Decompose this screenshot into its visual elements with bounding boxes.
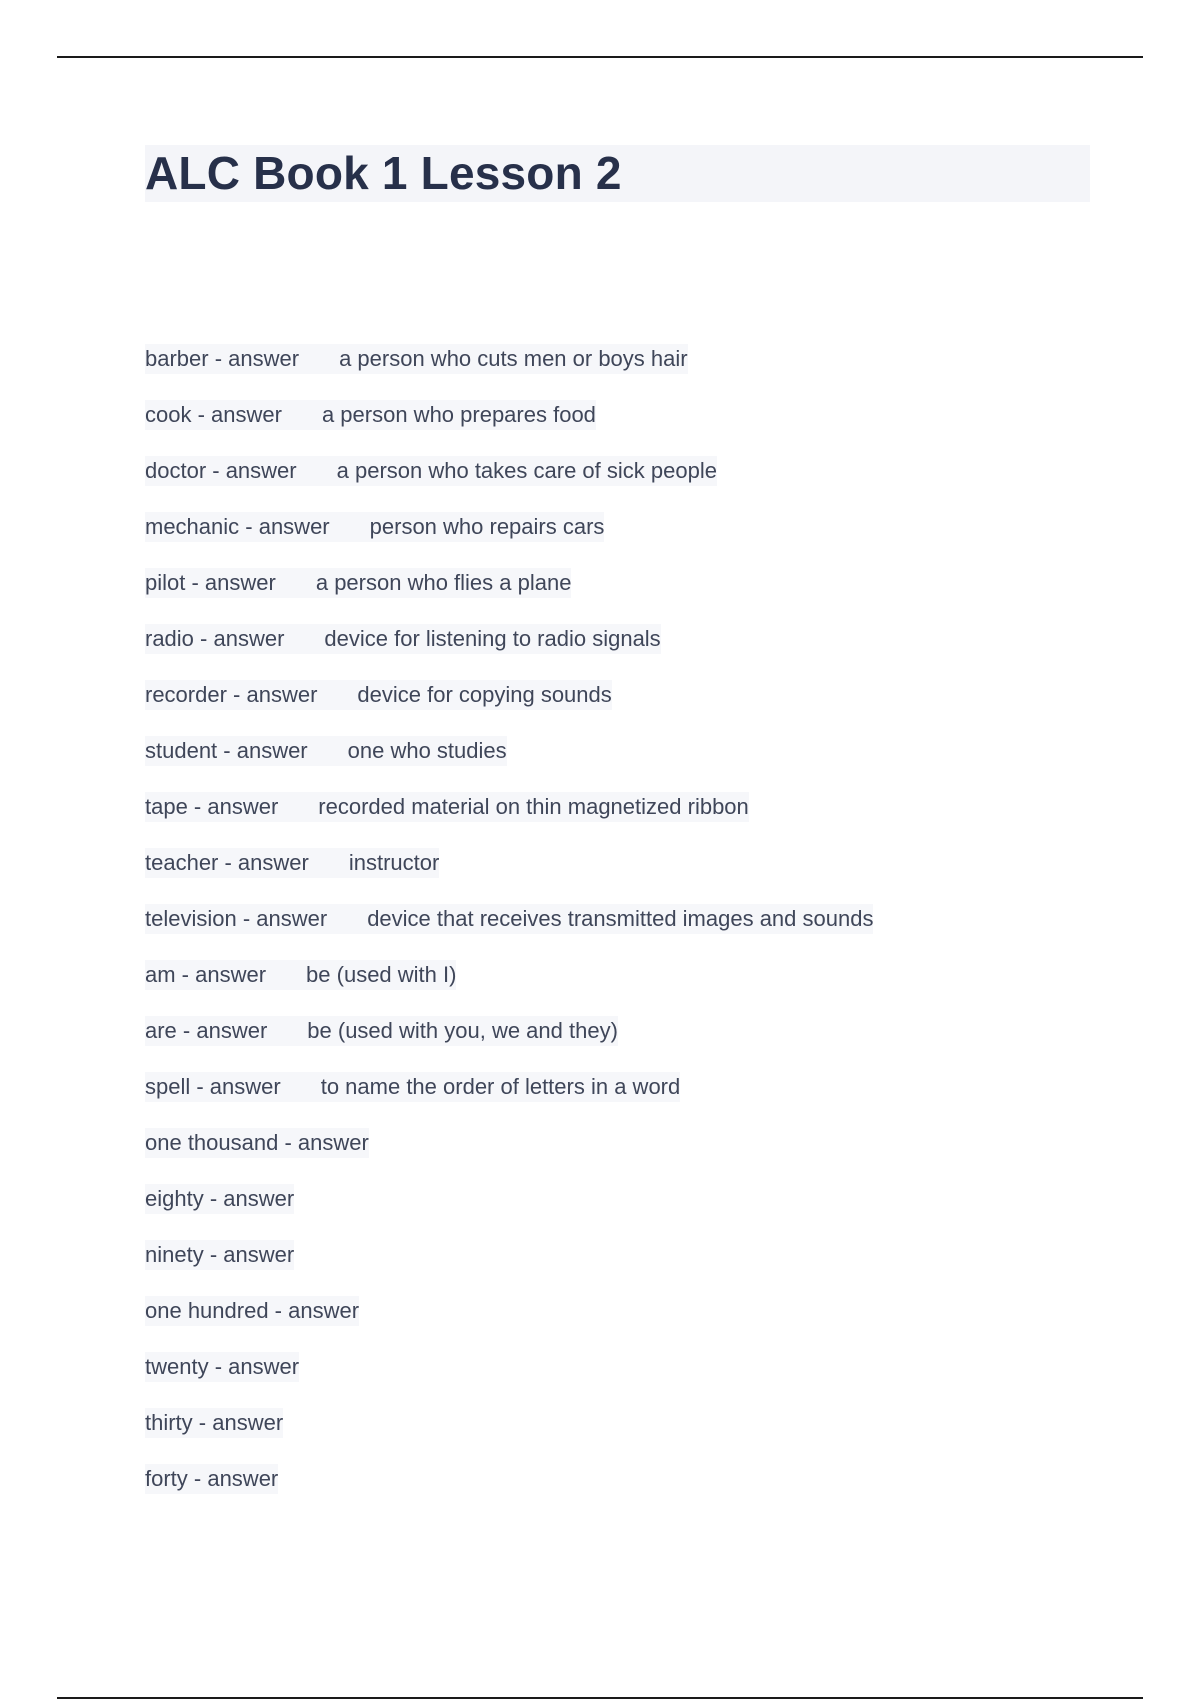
flashcard-row xyxy=(145,1339,1090,1395)
card-definition: device that receives transmitted images and sounds xyxy=(367,906,874,931)
card-term: radio - answer xyxy=(145,626,285,651)
card-term: student - answer xyxy=(145,738,308,763)
document-title: ALC Book 1 Lesson 2 xyxy=(145,147,622,199)
card-term: thirty - answer xyxy=(145,1410,284,1435)
card-definition: a person who takes care of sick people xyxy=(336,458,717,483)
card-term: twenty - answer xyxy=(145,1354,300,1379)
title-block xyxy=(145,145,1090,202)
flashcard-row xyxy=(145,835,1090,891)
flashcard-row xyxy=(145,443,1090,499)
card-term: recorder - answer xyxy=(145,682,318,707)
flashcard-row xyxy=(145,723,1090,779)
card-term: doctor - answer xyxy=(145,458,297,483)
card-term: cook - answer xyxy=(145,402,282,427)
flashcard-row xyxy=(145,779,1090,835)
card-term: barber - answer xyxy=(145,346,300,371)
card-term: spell - answer xyxy=(145,1074,281,1099)
card-definition: one who studies xyxy=(347,738,507,763)
flashcard-row xyxy=(145,947,1090,1003)
flashcard-row xyxy=(145,1227,1090,1283)
card-term: teacher - answer xyxy=(145,850,309,875)
flashcard-row xyxy=(145,1171,1090,1227)
card-definition: to name the order of letters in a word xyxy=(320,1074,681,1099)
flashcard-row xyxy=(145,1059,1090,1115)
flashcard-row xyxy=(145,1003,1090,1059)
card-term: television - answer xyxy=(145,906,328,931)
card-definition: a person who prepares food xyxy=(321,402,596,427)
card-term: tape - answer xyxy=(145,794,279,819)
card-term: one thousand - answer xyxy=(145,1130,369,1155)
document-content xyxy=(145,145,1090,1507)
card-term: eighty - answer xyxy=(145,1186,295,1211)
card-definition: a person who cuts men or boys hair xyxy=(339,346,688,371)
flashcard-row xyxy=(145,555,1090,611)
card-term: forty - answer xyxy=(145,1466,279,1491)
card-term: mechanic - answer xyxy=(145,514,330,539)
flashcard-row xyxy=(145,1451,1090,1507)
card-definition: be (used with you, we and they) xyxy=(307,1018,618,1043)
top-rule xyxy=(57,56,1143,58)
flashcard-row xyxy=(145,331,1090,387)
card-term: one hundred - answer xyxy=(145,1298,360,1323)
flashcard-list xyxy=(145,331,1090,1507)
flashcard-row xyxy=(145,1283,1090,1339)
card-definition: a person who flies a plane xyxy=(315,570,572,595)
card-definition: device for copying sounds xyxy=(357,682,612,707)
flashcard-row xyxy=(145,499,1090,555)
card-term: pilot - answer xyxy=(145,570,276,595)
card-definition: be (used with I) xyxy=(306,962,457,987)
card-definition: device for listening to radio signals xyxy=(324,626,661,651)
flashcard-row xyxy=(145,891,1090,947)
card-term: ninety - answer xyxy=(145,1242,295,1267)
card-definition: person who repairs cars xyxy=(369,514,605,539)
card-term: am - answer xyxy=(145,962,267,987)
flashcard-row xyxy=(145,611,1090,667)
card-definition: recorded material on thin magnetized ribbon xyxy=(318,794,749,819)
flashcard-row xyxy=(145,1115,1090,1171)
flashcard-row xyxy=(145,387,1090,443)
flashcard-row xyxy=(145,667,1090,723)
flashcard-row xyxy=(145,1395,1090,1451)
card-definition: instructor xyxy=(348,850,440,875)
bottom-rule xyxy=(57,1697,1143,1699)
card-term: are - answer xyxy=(145,1018,268,1043)
